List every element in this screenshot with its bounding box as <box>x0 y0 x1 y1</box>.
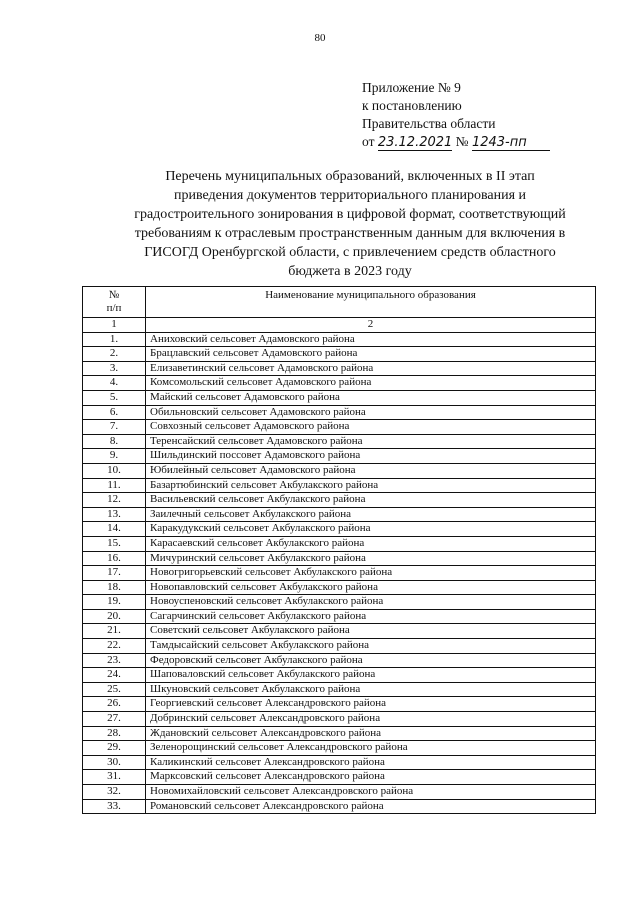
index-cell-name: 2 <box>146 318 596 333</box>
table-row <box>83 478 596 493</box>
row-number: 16. <box>83 551 146 566</box>
table-row <box>83 463 596 478</box>
table-row <box>83 566 596 581</box>
row-number: 2. <box>83 347 146 362</box>
row-municipality-name: Совхозный сельсовет Адамовского района <box>146 420 596 435</box>
municipalities-table <box>82 286 596 814</box>
row-municipality-name: Федоровский сельсовет Акбулакского района <box>146 653 596 668</box>
table-row <box>83 536 596 551</box>
row-number: 1. <box>83 332 146 347</box>
table-row <box>83 653 596 668</box>
row-number: 17. <box>83 566 146 581</box>
row-number: 5. <box>83 390 146 405</box>
row-number: 32. <box>83 785 146 800</box>
row-municipality-name: Карасаевский сельсовет Акбулакского района <box>146 536 596 551</box>
appendix-title: Приложение № 9 <box>362 80 461 95</box>
row-number: 18. <box>83 580 146 595</box>
row-municipality-name: Васильевский сельсовет Акбулакского района <box>146 493 596 508</box>
table-row <box>83 770 596 785</box>
handwritten-date: 23.12.2021 <box>377 135 453 150</box>
table-row <box>83 609 596 624</box>
row-municipality-name: Шильдинский поссовет Адамовского района <box>146 449 596 464</box>
table-row <box>83 668 596 683</box>
row-number: 31. <box>83 770 146 785</box>
appendix-line-government: Правительства области <box>362 116 496 131</box>
document-title: Перечень муниципальных образований, включенных в II этап приведения документов территориального планирования и градостроительного зонирования в цифровой формат, соответствующий требованиям к отраслевым пространственным данным для включения в ГИСОГД Оренбургской области, с привлечением средств областного бюджета в 2023 году <box>134 169 566 279</box>
row-number: 26. <box>83 697 146 712</box>
date-prefix: от <box>362 134 375 149</box>
row-number: 9. <box>83 449 146 464</box>
row-number: 19. <box>83 595 146 610</box>
table-row <box>83 799 596 814</box>
row-municipality-name: Теренсайский сельсовет Адамовского района <box>146 434 596 449</box>
row-number: 22. <box>83 639 146 654</box>
table-row <box>83 639 596 654</box>
row-number: 4. <box>83 376 146 391</box>
row-municipality-name: Добринский сельсовет Александровского района <box>146 712 596 727</box>
row-municipality-name: Обильновский сельсовет Адамовского района <box>146 405 596 420</box>
appendix-block <box>362 79 550 151</box>
table-row <box>83 332 596 347</box>
row-municipality-name: Тамдысайский сельсовет Акбулакского района <box>146 639 596 654</box>
row-municipality-name: Майский сельсовет Адамовского района <box>146 390 596 405</box>
row-municipality-name: Зеленорощинский сельсовет Александровского района <box>146 741 596 756</box>
row-municipality-name: Елизаветинский сельсовет Адамовского района <box>146 361 596 376</box>
row-number: 15. <box>83 536 146 551</box>
appendix-line-decree: к постановлению <box>362 98 462 113</box>
row-number: 13. <box>83 507 146 522</box>
header-number: № п/п <box>83 287 146 318</box>
row-number: 8. <box>83 434 146 449</box>
row-number: 20. <box>83 609 146 624</box>
row-number: 29. <box>83 741 146 756</box>
page-number: 80 <box>314 32 326 44</box>
table-row <box>83 551 596 566</box>
handwritten-number: 1243-пп <box>472 136 550 151</box>
table-row <box>83 493 596 508</box>
row-municipality-name: Сагарчинский сельсовет Акбулакского района <box>146 609 596 624</box>
row-municipality-name: Комсомольский сельсовет Адамовского района <box>146 376 596 391</box>
row-number: 27. <box>83 712 146 727</box>
table-index-row <box>83 318 596 333</box>
row-number: 12. <box>83 493 146 508</box>
row-municipality-name: Ждановский сельсовет Александровского района <box>146 726 596 741</box>
row-municipality-name: Мичуринский сельсовет Акбулакского района <box>146 551 596 566</box>
row-municipality-name: Советский сельсовет Акбулакского района <box>146 624 596 639</box>
appendix-date-line <box>362 133 550 151</box>
table-row <box>83 726 596 741</box>
row-municipality-name: Брацлавский сельсовет Адамовского района <box>146 347 596 362</box>
row-number: 21. <box>83 624 146 639</box>
table-row <box>83 376 596 391</box>
row-municipality-name: Георгиевский сельсовет Александровского района <box>146 697 596 712</box>
table-row <box>83 712 596 727</box>
row-municipality-name: Марксовский сельсовет Александровского района <box>146 770 596 785</box>
header-name: Наименование муниципального образования <box>146 287 596 318</box>
table-body <box>83 318 596 814</box>
row-municipality-name: Базартюбинский сельсовет Акбулакского района <box>146 478 596 493</box>
table-row <box>83 361 596 376</box>
number-sign: № <box>455 134 469 149</box>
row-number: 10. <box>83 463 146 478</box>
row-number: 14. <box>83 522 146 537</box>
row-municipality-name: Новомихайловский сельсовет Александровского района <box>146 785 596 800</box>
table-row <box>83 347 596 362</box>
table-row <box>83 755 596 770</box>
table-row <box>83 580 596 595</box>
table-row <box>83 390 596 405</box>
table-row <box>83 434 596 449</box>
row-number: 30. <box>83 755 146 770</box>
table-row <box>83 507 596 522</box>
row-number: 6. <box>83 405 146 420</box>
row-municipality-name: Романовский сельсовет Александровского района <box>146 799 596 814</box>
table-header-row <box>83 287 596 318</box>
row-municipality-name: Аниховский сельсовет Адамовского района <box>146 332 596 347</box>
row-number: 25. <box>83 682 146 697</box>
table-row <box>83 741 596 756</box>
row-municipality-name: Юбилейный сельсовет Адамовского района <box>146 463 596 478</box>
index-cell-num: 1 <box>83 318 146 333</box>
row-municipality-name: Шкуновский сельсовет Акбулакского района <box>146 682 596 697</box>
row-municipality-name: Новопавловский сельсовет Акбулакского района <box>146 580 596 595</box>
table-row <box>83 449 596 464</box>
table-row <box>83 785 596 800</box>
row-number: 3. <box>83 361 146 376</box>
table-row <box>83 420 596 435</box>
row-number: 11. <box>83 478 146 493</box>
row-municipality-name: Новоуспеновский сельсовет Акбулакского района <box>146 595 596 610</box>
table-row <box>83 595 596 610</box>
row-municipality-name: Новогригорьевский сельсовет Акбулакского района <box>146 566 596 581</box>
row-number: 24. <box>83 668 146 683</box>
row-number: 7. <box>83 420 146 435</box>
row-number: 28. <box>83 726 146 741</box>
table-row <box>83 682 596 697</box>
row-number: 33. <box>83 799 146 814</box>
row-number: 23. <box>83 653 146 668</box>
table-row <box>83 405 596 420</box>
table-row <box>83 624 596 639</box>
row-municipality-name: Заилечный сельсовет Акбулакского района <box>146 507 596 522</box>
row-municipality-name: Шаповаловский сельсовет Акбулакского района <box>146 668 596 683</box>
row-municipality-name: Каликинский сельсовет Александровского района <box>146 755 596 770</box>
table-row <box>83 697 596 712</box>
table-row <box>83 522 596 537</box>
row-municipality-name: Каракудукский сельсовет Акбулакского района <box>146 522 596 537</box>
